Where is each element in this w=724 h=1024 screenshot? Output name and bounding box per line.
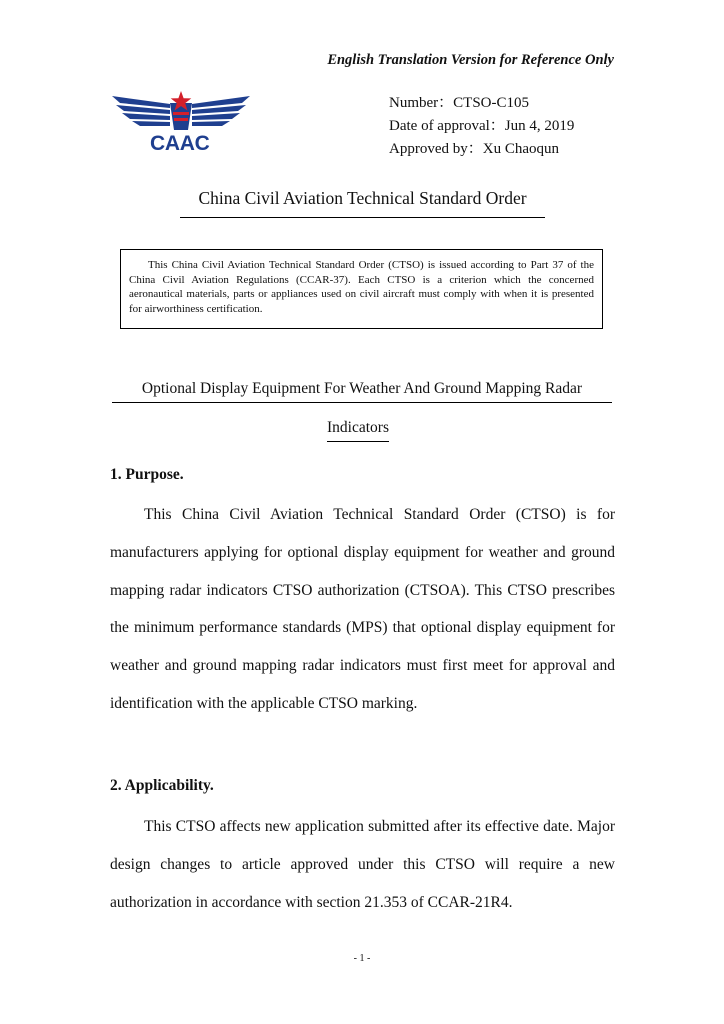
section-heading-purpose: 1. Purpose. (110, 466, 184, 483)
caac-wings-emblem (108, 90, 254, 134)
section-heading-applicability: 2. Applicability. (110, 777, 214, 794)
caac-logo (108, 90, 254, 160)
page-number: - 1 - (353, 953, 371, 964)
section-body-purpose: This China Civil Aviation Technical Standard Order (CTSO) is for manufacturers applying for optional display equipment for weather and ground mapping radar indicators CTSO authorization (CTSOA). This CTSO prescribes the minimum performance standards (MPS) that optional display equipment for weather and ground mapping radar indicators must first meet for approval and identification with the applicable CTSO marking. (110, 506, 615, 712)
document-title: China Civil Aviation Technical Standard Order (180, 188, 545, 218)
caac-logo-text: CAAC (150, 132, 210, 155)
document-number: Number：CTSO-C105 (389, 95, 529, 111)
reference-note: English Translation Version for Reference Only (327, 52, 614, 68)
date-of-approval: Date of approval：Jun 4, 2019 (389, 118, 575, 134)
standard-title-line-1: Optional Display Equipment For Weather And Ground Mapping Radar (112, 380, 612, 403)
section-body-applicability: This CTSO affects new application submitted after its effective date. Major design changes to article approved under this CTSO will require a new authorization in accordance with section 21.353 of CCAR-21R4. (110, 818, 615, 911)
notice-box: This China Civil Aviation Technical Standard Order (CTSO) is issued according to Part 37 of the China Civil Aviation Regulations (CCAR-37). Each CTSO is a criterion which the concerned aeronautical materials, parts or appliances used on civil aircraft must comply with when it is presented for airworthiness certification. (120, 249, 603, 329)
approved-by: Approved by：Xu Chaoqun (389, 141, 559, 157)
standard-title-line-2: Indicators (327, 419, 389, 442)
document-meta (389, 92, 574, 161)
